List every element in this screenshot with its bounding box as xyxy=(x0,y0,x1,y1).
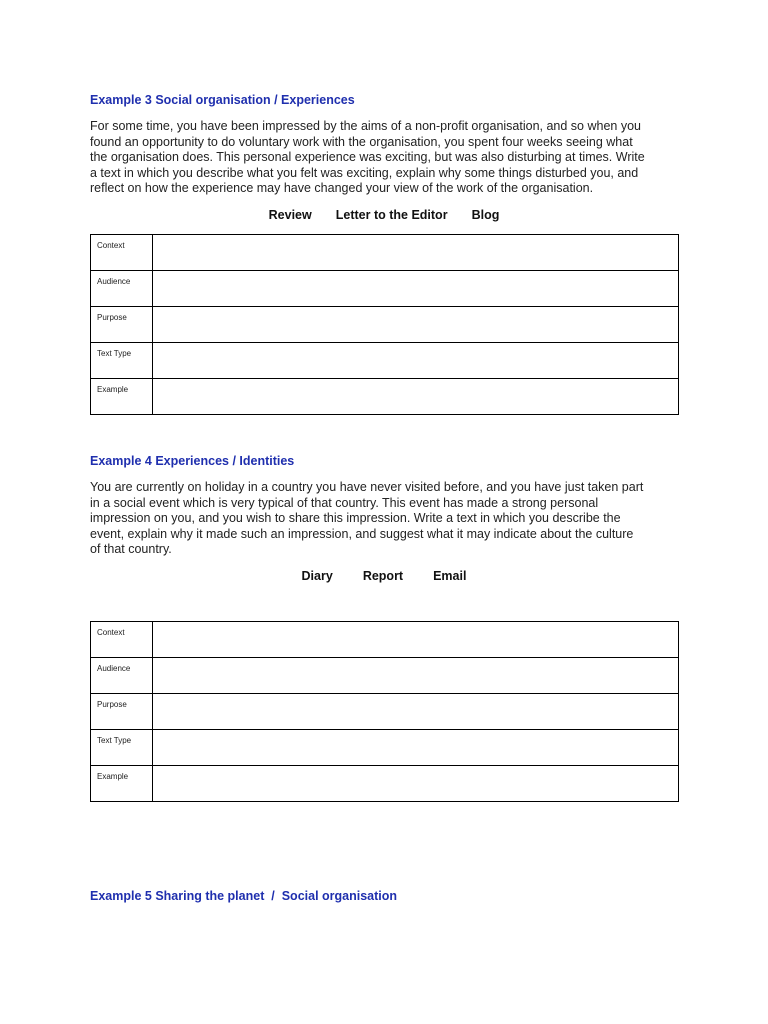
example-3-planning-table xyxy=(90,234,679,415)
example-4-text-type-options xyxy=(0,569,768,583)
prompt-line: You are currently on holiday in a country you have never visited before, and you have just taken part xyxy=(90,480,644,494)
prompt-line: reflect on how the experience may have changed your view of the work of the organisation. xyxy=(90,181,594,196)
example-4-planning-table xyxy=(90,621,679,802)
answer-cell[interactable] xyxy=(153,766,679,802)
option-blog: Blog xyxy=(471,208,500,222)
table-row xyxy=(91,694,679,730)
answer-cell[interactable] xyxy=(153,379,679,415)
example-3-heading: Example 3 Social organisation / Experiences xyxy=(90,93,355,107)
table-row xyxy=(91,730,679,766)
table-row xyxy=(91,379,679,415)
row-label-context: Context xyxy=(91,235,153,271)
row-label-text-type: Text Type xyxy=(91,343,153,379)
answer-cell[interactable] xyxy=(153,622,679,658)
table-row xyxy=(91,622,679,658)
option-diary: Diary xyxy=(301,569,333,583)
row-label-audience: Audience xyxy=(91,658,153,694)
prompt-line: in a social event which is very typical of that country. This event has made a strong personal xyxy=(90,495,599,510)
answer-cell[interactable] xyxy=(153,235,679,271)
answer-cell[interactable] xyxy=(153,343,679,379)
row-label-example: Example xyxy=(91,766,153,802)
option-report: Report xyxy=(362,569,404,583)
row-label-example: Example xyxy=(91,379,153,415)
prompt-line: found an opportunity to do voluntary work with the organisation, you spent four weeks seeing what xyxy=(90,134,633,149)
answer-cell[interactable] xyxy=(153,694,679,730)
answer-cell[interactable] xyxy=(153,307,679,343)
example-4-heading: Example 4 Experiences / Identities xyxy=(90,454,295,468)
prompt-line: impression on you, and you wish to share this impression. Write a text in which you describe the xyxy=(90,511,621,526)
prompt-line: event, explain why it made such an impression, and suggest what it may indicate about the culture xyxy=(90,526,634,541)
answer-cell[interactable] xyxy=(153,658,679,694)
row-label-context: Context xyxy=(91,622,153,658)
prompt-line: the organisation does. This personal experience was exciting, but was also disturbing at times. Write xyxy=(90,150,645,165)
option-review: Review xyxy=(268,208,312,222)
table-row xyxy=(91,658,679,694)
table-row xyxy=(91,766,679,802)
example-4-prompt xyxy=(90,480,690,558)
table-row xyxy=(91,343,679,379)
option-letter-to-the-editor: Letter to the Editor xyxy=(335,208,448,222)
prompt-line: For some time, you have been impressed by the aims of a non-profit organisation, and so when you xyxy=(90,119,641,133)
table-row xyxy=(91,271,679,307)
option-email: Email xyxy=(433,569,467,583)
table-row xyxy=(91,307,679,343)
table-row xyxy=(91,235,679,271)
row-label-audience: Audience xyxy=(91,271,153,307)
answer-cell[interactable] xyxy=(153,271,679,307)
row-label-purpose: Purpose xyxy=(91,694,153,730)
answer-cell[interactable] xyxy=(153,730,679,766)
row-label-text-type: Text Type xyxy=(91,730,153,766)
example-3-text-type-options xyxy=(0,208,768,222)
prompt-line: a text in which you describe what you felt was exciting, explain why some things disturbed you, and xyxy=(90,165,639,180)
example-5-heading: Example 5 Sharing the planet / Social organisation xyxy=(90,889,398,903)
example-3-prompt xyxy=(90,119,690,197)
prompt-line: of that country. xyxy=(90,542,172,557)
row-label-purpose: Purpose xyxy=(91,307,153,343)
